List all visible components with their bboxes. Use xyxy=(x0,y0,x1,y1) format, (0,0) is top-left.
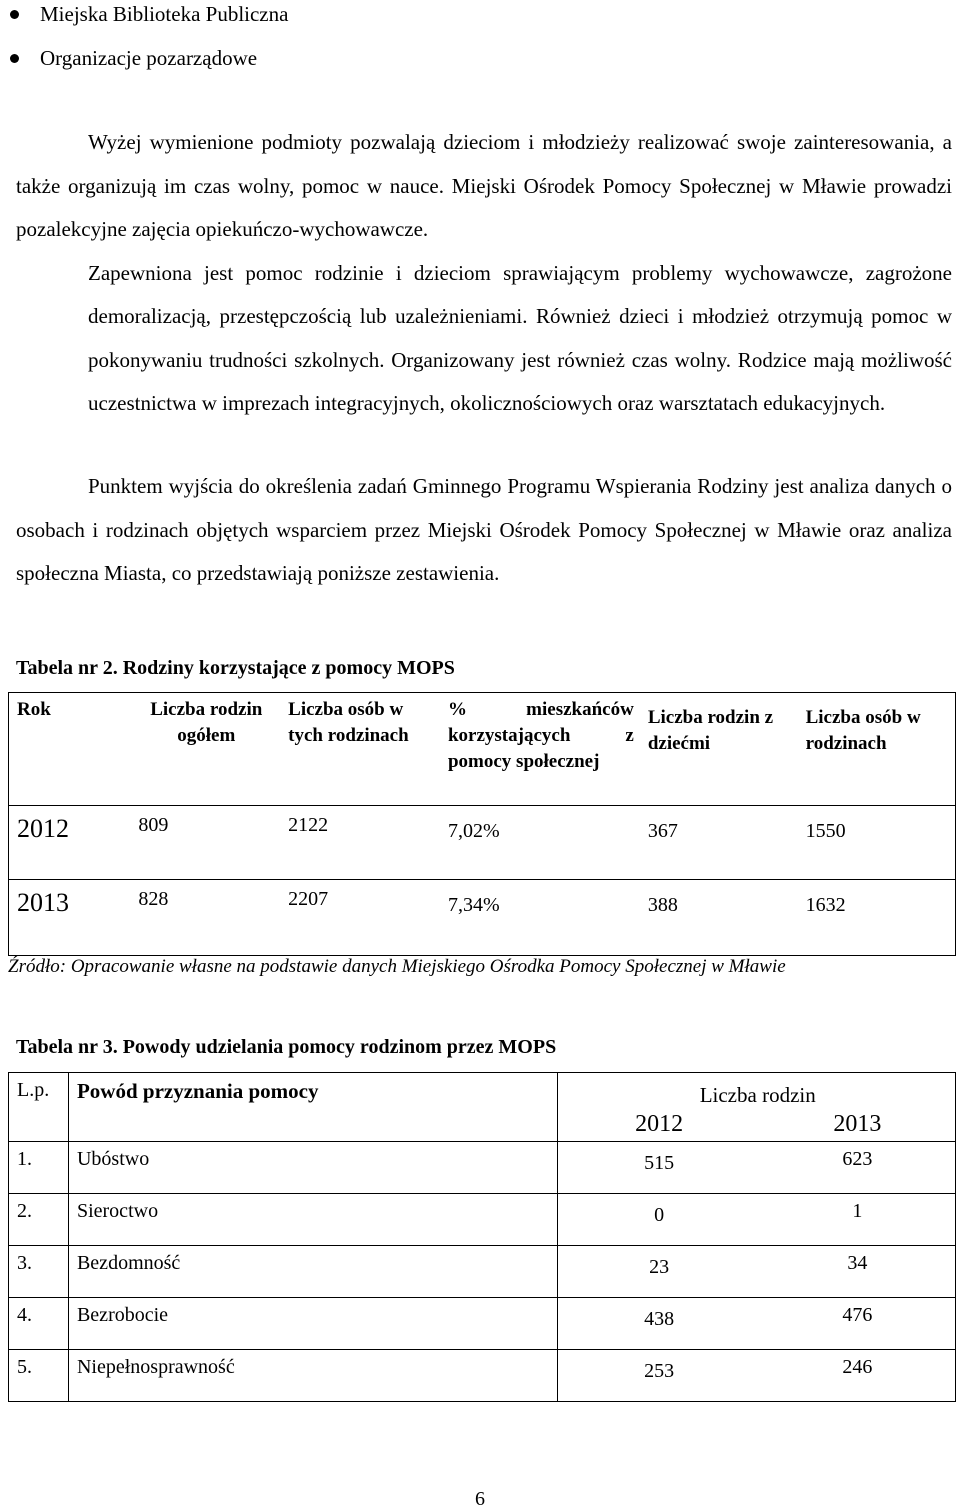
header-cell: Rok xyxy=(9,693,131,806)
paragraph: Punktem wyjścia do określenia zadań Gminnego Programu Wspierania Rodziny jest analiza danych o osobach i rodzinach objętych wsparciem przez Miejski Ośrodek Pomocy Społecznej w Mławie oraz analiza społeczna Miasta, co przedstawiają poniższe zestawienia. xyxy=(16,474,952,585)
bullet-item: Organizacje pozarządowe xyxy=(8,44,288,88)
table-row xyxy=(9,1142,956,1194)
cell: Ubóstwo xyxy=(68,1142,557,1194)
cell: 809 xyxy=(130,806,280,880)
cell: Bezrobocie xyxy=(68,1298,557,1350)
bullet-dot-icon xyxy=(10,54,19,63)
cell: 34 xyxy=(758,1246,956,1298)
table2-caption: Tabela nr 2. Rodziny korzystające z pomocy MOPS xyxy=(16,657,455,679)
cell: 1550 xyxy=(798,806,956,880)
cell: 438 xyxy=(558,1298,758,1350)
cell: 388 xyxy=(640,880,798,956)
bullet-list xyxy=(8,0,288,88)
header-cell: Liczba rodzin ogółem xyxy=(130,693,280,806)
cell: 828 xyxy=(130,880,280,956)
bullet-dot-icon xyxy=(10,10,19,19)
cell: 623 xyxy=(758,1142,956,1194)
page-number: 6 xyxy=(475,1488,485,1510)
table-row xyxy=(9,1246,956,1298)
header-cell: Liczba osób w rodzinach xyxy=(798,693,956,806)
table-row xyxy=(9,1350,956,1402)
cell: 367 xyxy=(640,806,798,880)
header-cell: L.p. xyxy=(9,1073,69,1142)
cell: 2122 xyxy=(280,806,440,880)
table-reasons xyxy=(8,1072,956,1402)
cell: 2. xyxy=(9,1194,69,1246)
cell: Sieroctwo xyxy=(68,1194,557,1246)
cell: 4. xyxy=(9,1298,69,1350)
table-row xyxy=(9,1194,956,1246)
cell: 2013 xyxy=(9,880,131,956)
header-cell: Liczba osób w tych rodzinach xyxy=(280,693,440,806)
cell: 23 xyxy=(558,1246,758,1298)
header-cell: % mieszkańców korzystających z pomocy społecznej xyxy=(440,693,640,806)
table-families xyxy=(8,692,956,956)
cell: 0 xyxy=(558,1194,758,1246)
header-cell: Liczba rodzin z dziećmi xyxy=(640,693,798,806)
header-cell: Powód przyznania pomocy xyxy=(68,1073,557,1142)
cell: 5. xyxy=(9,1350,69,1402)
cell: Niepełnosprawność xyxy=(68,1350,557,1402)
cell: 246 xyxy=(758,1350,956,1402)
cell: Bezdomność xyxy=(68,1246,557,1298)
table3-caption: Tabela nr 3. Powody udzielania pomocy rodzinom przez MOPS xyxy=(16,1036,557,1058)
table-header-row xyxy=(9,693,956,806)
table-row xyxy=(9,880,956,956)
cell: 2012 xyxy=(9,806,131,880)
cell: 1632 xyxy=(798,880,956,956)
year-cell: 2013 xyxy=(758,1111,956,1141)
cell: 7,02% xyxy=(440,806,640,880)
cell: 476 xyxy=(758,1298,956,1350)
cell: 1. xyxy=(9,1142,69,1194)
table-row xyxy=(9,1298,956,1350)
bullet-item: Miejska Biblioteka Publiczna xyxy=(8,0,288,44)
cell: 3. xyxy=(9,1246,69,1298)
cell: 253 xyxy=(558,1350,758,1402)
cell: 1 xyxy=(758,1194,956,1246)
cell: 7,34% xyxy=(440,880,640,956)
paragraph: Wyżej wymienione podmioty pozwalają dzieciom i młodzieży realizować swoje zainteresowania, a także organizują im czas wolny, pomoc w nauce. Miejski Ośrodek Pomocy Społecznej w Mławie prowadzi pozalekcyjne zajęcia opiekuńczo-wychowawcze. Zapewniona jest pomoc rodzinie i dzieciom sprawiającym problemy wychowawcze, zagrożone demoralizacją, przestępczością lub uzależnieniami. Również dzieci i młodzież otrzymują pomoc w pokonywaniu trudności szkolnych. Organizowany jest również czas wolny. Rodzice mają możliwość uczestnictwa w imprezach integracyjnych, okolicznościowych oraz warsztatach edukacyjnych. xyxy=(16,130,952,415)
table-row xyxy=(9,806,956,880)
cell: 2207 xyxy=(280,880,440,956)
cell: 515 xyxy=(558,1142,758,1194)
table-header-row xyxy=(9,1073,956,1112)
year-cell: 2012 xyxy=(558,1111,758,1141)
source-note: Źródło: Opracowanie własne na podstawie danych Miejskiego Ośrodka Pomocy Społecznej w Mławie xyxy=(8,956,786,977)
header-cell: Liczba rodzin xyxy=(558,1073,956,1112)
